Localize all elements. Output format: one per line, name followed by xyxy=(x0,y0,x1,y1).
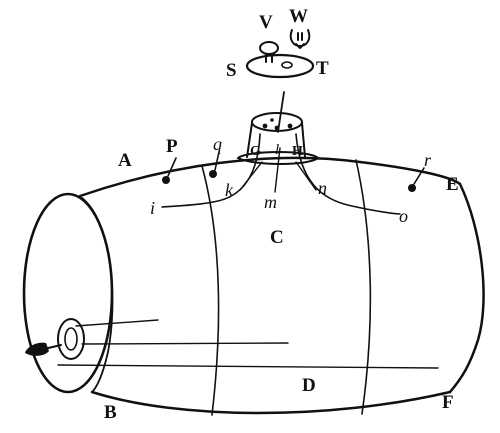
barrel-front-rim xyxy=(82,198,112,392)
screw-head xyxy=(260,42,278,54)
label-T: T xyxy=(316,58,329,79)
marker-P-dot xyxy=(162,176,170,184)
marker-r-dot xyxy=(408,184,416,192)
interior-pipes xyxy=(58,320,438,368)
cap-plate xyxy=(247,55,313,77)
pipe-lower xyxy=(58,365,438,368)
label-A: A xyxy=(118,150,132,171)
marker-q-leader xyxy=(215,152,219,170)
label-r: r xyxy=(424,150,432,170)
label-D: D xyxy=(302,375,316,396)
label-o: o xyxy=(399,206,408,226)
cap-hole xyxy=(282,62,292,68)
label-F: F xyxy=(442,392,454,413)
wire-k xyxy=(240,162,262,190)
label-V: V xyxy=(259,12,273,33)
label-G: G xyxy=(250,144,261,159)
neck-hole-3 xyxy=(288,124,293,129)
barrel-right-end xyxy=(450,184,484,392)
tap-nozzle xyxy=(25,343,49,356)
label-i: i xyxy=(150,198,156,218)
marker-q-dot xyxy=(209,170,217,178)
label-k: k xyxy=(225,180,233,200)
label-q: q xyxy=(213,134,222,154)
tap xyxy=(25,319,84,359)
central-rod xyxy=(278,92,284,132)
tap-inner-ring xyxy=(65,328,77,350)
neck-hole-4 xyxy=(270,118,274,122)
label-H: H xyxy=(292,144,303,159)
wing-nut xyxy=(291,30,310,48)
label-W: W xyxy=(289,6,308,27)
labels xyxy=(104,6,459,423)
neck-hole-1 xyxy=(263,124,268,129)
label-S: S xyxy=(226,60,237,81)
wire-n xyxy=(296,162,316,190)
barrel-body xyxy=(24,158,484,415)
tube-H-to-o xyxy=(296,134,400,214)
label-P: P xyxy=(166,136,178,157)
label-C: C xyxy=(270,227,284,248)
hoop-2 xyxy=(356,160,370,414)
label-E: E xyxy=(446,174,459,195)
label-n: n xyxy=(318,178,327,198)
barrel-front-head xyxy=(24,194,112,392)
pipe-middle xyxy=(82,343,288,344)
marker-P-leader xyxy=(168,158,176,176)
label-m: m xyxy=(264,192,277,212)
label-B: B xyxy=(104,402,117,423)
label-l: l xyxy=(275,142,280,158)
cap-assembly xyxy=(247,30,313,77)
barrel-bottom-outline xyxy=(92,392,450,413)
pipe-upper xyxy=(76,320,158,326)
